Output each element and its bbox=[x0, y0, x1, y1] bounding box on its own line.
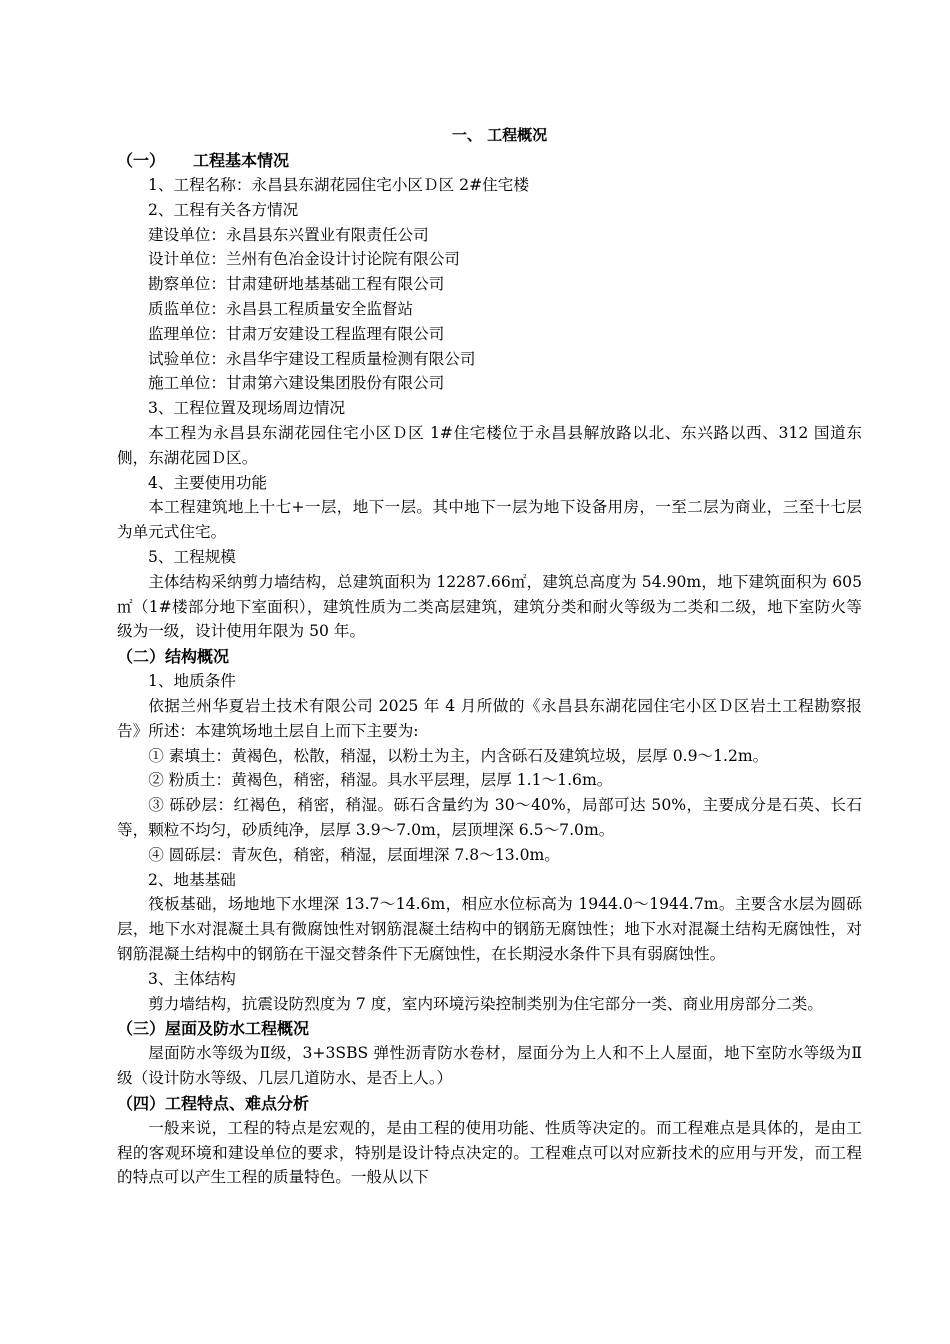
party-supervisor: 监理单位：甘肃万安建设工程监理有限公司 bbox=[148, 324, 445, 343]
party-quality-supervision: 质监单位：永昌县工程质量安全监督站 bbox=[148, 299, 414, 318]
section1-heading-number: （一） bbox=[117, 151, 166, 170]
party-builder: 建设单位：永昌县东兴置业有限责任公司 bbox=[148, 225, 429, 244]
section1-heading-text: 工程基本情况 bbox=[193, 151, 290, 170]
document-page bbox=[117, 122, 862, 1190]
soil-layer-4: ④ 圆砾层：青灰色，稍密，稍湿，层面埋深 7.8～13.0m。 bbox=[148, 845, 560, 864]
scale-subtitle: 5、工程规模 bbox=[148, 547, 236, 566]
location-subtitle: 3、工程位置及现场周边情况 bbox=[148, 399, 346, 418]
location-paragraph: 本工程为永昌县东湖花园住宅小区Ｄ区 1#住宅楼位于永昌县解放路以北、东兴路以西、312 国道东侧，东湖花园Ｄ区。 bbox=[117, 423, 862, 467]
main-structure-subtitle: 3、主体结构 bbox=[148, 969, 236, 988]
main-structure-paragraph: 剪力墙结构，抗震设防烈度为 7 度，室内环境污染控制类别为住宅部分一类、商业用房部分二类。 bbox=[148, 994, 823, 1013]
party-surveyor: 勘察单位：甘肃建研地基基础工程有限公司 bbox=[148, 275, 445, 294]
section1-heading bbox=[117, 148, 862, 173]
party-testing: 试验单位：永昌华宇建设工程质量检测有限公司 bbox=[148, 349, 476, 368]
soil-layer-1: ① 素填土：黄褐色，松散，稍湿，以粉土为主，内含砾石及建筑垃圾，层厚 0.9～1.2m。 bbox=[148, 746, 769, 765]
project-name-line: 1、工程名称：永昌县东湖花园住宅小区Ｄ区 2#住宅楼 bbox=[148, 176, 529, 194]
party-designer: 设计单位：兰州有色冶金设计讨论院有限公司 bbox=[148, 250, 460, 269]
soil-layer-2: ② 粉质土：黄褐色，稍密，稍湿。具水平层理，层厚 1.1～1.6m。 bbox=[148, 771, 613, 790]
section3-heading: （三）屋面及防水工程概况 bbox=[117, 1019, 310, 1039]
geology-paragraph: 依据兰州华夏岩土技术有限公司 2025 年 4 月所做的《永昌县东湖花园住宅小区Ｄ区岩土工程勘察报告》所述：本建筑场地土层自上而下主要为: bbox=[117, 696, 862, 740]
scale-paragraph: 主体结构采纳剪力墙结构，总建筑面积为 12287.66㎡，建筑总高度为 54.90m，地下建筑面积为 605㎡（1#楼部分地下室面积），建筑性质为二类高层建筑，建筑分类和耐火等级为二类和二级，地下室防火等级为一级，设计使用年限为 50 年。 bbox=[117, 572, 862, 641]
function-subtitle: 4、主要使用功能 bbox=[148, 473, 268, 492]
features-paragraph: 一般来说，工程的特点是宏观的，是由工程的使用功能、性质等决定的。而工程难点是具体的，是由工程的客观环境和建设单位的要求，特别是设计特点决定的。工程难点可以对应新技术的应用与开发，而工程的特点可以产生工程的质量特色。一般从以下 bbox=[117, 1118, 862, 1187]
foundation-paragraph: 筏板基础，场地地下水埋深 13.7～14.6m，相应水位标高为 1944.0～1944.7m。主要含水层为圆砾层，地下水对混凝土具有微腐蚀性对钢筋混凝土结构中的钢筋无腐蚀性；地下水对混凝土结构无腐蚀性，对钢筋混凝土结构中的钢筋在干湿交替条件下无腐蚀性，在长期浸水条件下具有弱腐蚀性。 bbox=[117, 895, 862, 963]
soil-layer-3: ③ 砾砂层：红褐色，稍密，稍湿。砾石含量约为 30～40%，局部可达 50%，主要成分是石英、长石等，颗粒不均匀，砂质纯净，层厚 3.9～7.0m，层顶埋深 6.5～7.0m。 bbox=[117, 796, 862, 839]
section4-heading: （四）工程特点、难点分析 bbox=[117, 1093, 310, 1113]
waterproofing-paragraph: 屋面防水等级为Ⅱ级，3+3SBS 弹性沥青防水卷材，屋面分为上人和不上人屋面，地下室防水等级为Ⅱ级（设计防水等级、几层几道防水、是否上人。） bbox=[117, 1044, 862, 1088]
party-contractor: 施工单位：甘肃第六建设集团股份有限公司 bbox=[148, 374, 445, 393]
function-paragraph: 本工程建筑地上十七+一层，地下一层。其中地下一层为地下设备用房，一至二层为商业，三至十七层为单元式住宅。 bbox=[117, 498, 862, 542]
foundation-subtitle: 2、地基基础 bbox=[148, 870, 236, 889]
parties-subtitle: 2、工程有关各方情况 bbox=[148, 200, 299, 219]
chapter-title: 一、 工程概况 bbox=[451, 126, 548, 144]
geology-subtitle: 1、地质条件 bbox=[148, 672, 236, 691]
section2-heading: （二）结构概况 bbox=[117, 647, 230, 667]
